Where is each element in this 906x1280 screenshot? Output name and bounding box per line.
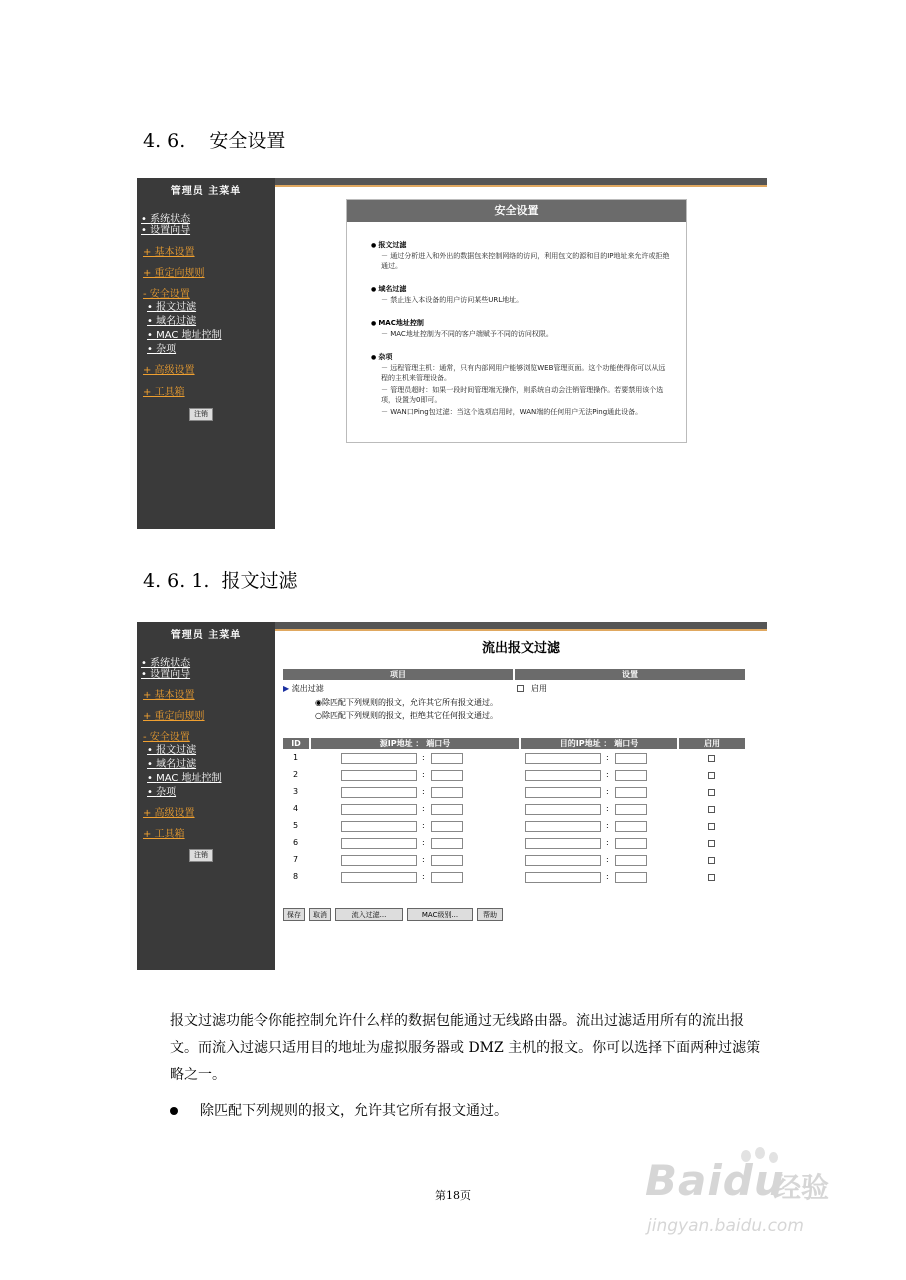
bullet-dot-icon (170, 1107, 178, 1115)
inbound-filter-button[interactable]: 流入过滤... (335, 908, 403, 921)
sidebar (137, 178, 275, 529)
dst-port-input[interactable] (615, 787, 647, 798)
src-port-input[interactable] (431, 821, 463, 832)
sidebar-title: 管理员 主菜单 (170, 186, 242, 197)
body-paragraph: 报文过滤功能令你能控制允许什么样的数据包能通过无线路由器。流出过滤适用所有的流出报文。而流入过滤只适用目的地址为虚拟服务器或 DMZ 主机的报文。你可以选择下面两种过滤策略之一。 (170, 1013, 761, 1083)
sidebar-group-advanced[interactable]: + 高级设置 (143, 365, 195, 376)
panel-item-mac-control: ● MAC地址控制 － MAC地址控制为不同的客户端赋予不同的访问权限。 (371, 318, 671, 339)
dst-port-input[interactable] (615, 804, 647, 815)
sidebar-group-advanced[interactable]: + 高级设置 (143, 808, 195, 819)
sidebar-group-redirect[interactable]: + 重定向规则 (143, 268, 205, 279)
sidebar-item-misc[interactable]: • 杂项 (147, 783, 176, 798)
sidebar-group-security[interactable]: - 安全设置 (143, 732, 190, 743)
colon-separator: : (606, 770, 609, 779)
enable-outbound-checkbox[interactable] (517, 685, 524, 692)
rule-enable-checkbox[interactable] (708, 857, 715, 864)
rule-enable-checkbox[interactable] (708, 806, 715, 813)
radio-empty-icon[interactable]: ○ (315, 711, 322, 720)
security-info-panel (346, 199, 687, 443)
src-port-input[interactable] (431, 872, 463, 883)
sidebar-group-security[interactable]: - 安全设置 (143, 289, 190, 300)
sidebar-group-basic[interactable]: + 基本设置 (143, 690, 195, 701)
colon-separator: : (606, 872, 609, 881)
sidebar-link-status[interactable]: • 系统状态 (141, 210, 190, 225)
src-port-input[interactable] (431, 753, 463, 764)
src-ip-input[interactable] (341, 753, 417, 764)
watermark-cn: 经验 (773, 1171, 830, 1204)
section-title: 安全设置 (209, 130, 286, 152)
rule-enable-checkbox[interactable] (708, 840, 715, 847)
filter-main (275, 631, 767, 970)
rule-enable-checkbox[interactable] (708, 789, 715, 796)
dst-ip-input[interactable] (525, 753, 601, 764)
rule-enable-checkbox[interactable] (708, 772, 715, 779)
src-ip-input[interactable] (341, 872, 417, 883)
mac-level-button[interactable]: MAC级别... (407, 908, 473, 921)
radio-selected-icon[interactable]: ◉ (315, 698, 322, 707)
enable-header: 启用 (679, 738, 745, 749)
outbound-filter-label: 流出过滤 (291, 684, 324, 693)
bullet-item: 除匹配下列规则的报文，允许其它所有报文通过。 (170, 1100, 508, 1120)
dst-ip-input[interactable] (525, 770, 601, 781)
dst-ip-input[interactable] (525, 838, 601, 849)
logout-button[interactable]: 注销 (189, 408, 213, 421)
dst-ip-input[interactable] (525, 804, 601, 815)
filter-title: 流出报文过滤 (481, 641, 560, 656)
page-number: 第18页 (435, 1189, 471, 1202)
col-item-header: 项目 (283, 669, 513, 680)
dst-port-input[interactable] (615, 855, 647, 866)
dst-port-input[interactable] (615, 872, 647, 883)
section-title: 报文过滤 (221, 570, 298, 592)
sidebar-item-packet-filter[interactable]: • 报文过滤 (147, 298, 196, 313)
row-id: 5 (293, 821, 299, 830)
screenshot-outbound-filter (137, 622, 767, 970)
radio-allow-row[interactable]: ◉除匹配下列规则的报文，允许其它所有报文通过。 (315, 698, 498, 707)
dst-port-input[interactable] (615, 821, 647, 832)
dst-ip-input[interactable] (525, 855, 601, 866)
colon-separator: : (422, 770, 425, 779)
sidebar-item-misc[interactable]: • 杂项 (147, 340, 176, 355)
colon-separator: : (606, 787, 609, 796)
sidebar (137, 622, 275, 970)
src-ip-input[interactable] (341, 838, 417, 849)
colon-separator: : (422, 753, 425, 762)
panel-item-packet-filter: ● 报文过滤 － 通过分析进入和外出的数据包来控制网络的访问，利用包文的源和目的IP地址来允许或拒绝通过。 (371, 240, 671, 271)
src-port-input[interactable] (431, 770, 463, 781)
baidu-watermark (645, 1150, 865, 1250)
row-id: 8 (293, 872, 299, 881)
colon-separator: : (606, 821, 609, 830)
row-id: 7 (293, 855, 299, 864)
sidebar-link-wizard[interactable]: • 设置向导 (141, 221, 190, 236)
dst-ip-input[interactable] (525, 787, 601, 798)
colon-separator: : (606, 804, 609, 813)
colon-separator: : (422, 787, 425, 796)
dst-port-input[interactable] (615, 753, 647, 764)
panel-title: 安全设置 (347, 200, 686, 222)
rule-enable-checkbox[interactable] (708, 823, 715, 830)
colon-separator: : (422, 855, 425, 864)
row-id: 2 (293, 770, 299, 779)
sidebar-group-tools[interactable]: + 工具箱 (143, 829, 185, 840)
watermark-brand: Baidu (645, 1156, 785, 1205)
src-ip-input[interactable] (341, 770, 417, 781)
help-button[interactable]: 帮助 (477, 908, 503, 921)
src-port-input[interactable] (431, 787, 463, 798)
src-ip-input[interactable] (341, 804, 417, 815)
col-setting-header: 设置 (515, 669, 745, 680)
panel-item-domain-filter: ● 域名过滤 － 禁止连入本设备的用户访问某些URL地址。 (371, 284, 671, 305)
src-ip-input[interactable] (341, 821, 417, 832)
row-id: 1 (293, 753, 299, 762)
section-number: 4. 6. (143, 130, 186, 152)
logout-button[interactable]: 注销 (189, 849, 213, 862)
dst-ip-input[interactable] (525, 821, 601, 832)
colon-separator: : (422, 872, 425, 881)
sidebar-link-wizard[interactable]: • 设置向导 (141, 665, 190, 680)
src-port-input[interactable] (431, 855, 463, 866)
src-port-input[interactable] (431, 838, 463, 849)
enable-label: 启用 (531, 684, 547, 693)
sidebar-item-mac-control[interactable]: • MAC 地址控制 (147, 326, 222, 341)
colon-separator: : (606, 838, 609, 847)
triangle-right-icon: ▶ (283, 684, 290, 693)
id-header: ID (283, 738, 309, 749)
sidebar-link-status[interactable]: • 系统状态 (141, 654, 190, 669)
screenshot-security-overview (137, 178, 767, 529)
save-button[interactable]: 保存 (283, 908, 305, 921)
sidebar-item-packet-filter[interactable]: • 报文过滤 (147, 741, 196, 756)
dst-header: 目的IP地址 ： 端口号 (521, 738, 677, 749)
sidebar-item-mac-control[interactable]: • MAC 地址控制 (147, 769, 222, 784)
rule-enable-checkbox[interactable] (708, 755, 715, 762)
sidebar-group-tools[interactable]: + 工具箱 (143, 387, 185, 398)
colon-separator: : (422, 804, 425, 813)
outbound-filter-row (283, 683, 324, 694)
watermark-url: jingyan.baidu.com (647, 1216, 804, 1236)
dst-port-input[interactable] (615, 838, 647, 849)
dst-port-input[interactable] (615, 770, 647, 781)
sidebar-item-domain-filter[interactable]: • 域名过滤 (147, 312, 196, 327)
dst-ip-input[interactable] (525, 872, 601, 883)
src-port-input[interactable] (431, 804, 463, 815)
row-id: 6 (293, 838, 299, 847)
src-ip-input[interactable] (341, 787, 417, 798)
sidebar-group-redirect[interactable]: + 重定向规则 (143, 711, 205, 722)
radio-deny-row[interactable]: ○除匹配下列规则的报文，拒绝其它任何报文通过。 (315, 711, 498, 720)
sidebar-item-domain-filter[interactable]: • 域名过滤 (147, 755, 196, 770)
section-heading-security (143, 126, 285, 153)
colon-separator: : (606, 855, 609, 864)
rule-enable-checkbox[interactable] (708, 874, 715, 881)
colon-separator: : (422, 838, 425, 847)
panel-item-misc: ● 杂项 － 远程管理主机：通常，只有内部网用户能够浏览WEB管理页面。这个功能使得你可以从远程的主机来管理设备。 － 管理员超时：如果一段时间管理端无操作，则系统自动会注销管理操作。若要禁用该个选项，设置为0即可。 － WAN口Ping包过滤：当这个选项启用时，WAN端的任何用户无法Ping通此设备。 (371, 352, 671, 417)
row-id: 4 (293, 804, 299, 813)
src-ip-input[interactable] (341, 855, 417, 866)
row-id: 3 (293, 787, 299, 796)
colon-separator: : (422, 821, 425, 830)
src-header: 源IP地址 ： 端口号 (311, 738, 519, 749)
colon-separator: : (606, 753, 609, 762)
section-heading-packet-filter (143, 566, 298, 593)
sidebar-group-basic[interactable]: + 基本设置 (143, 247, 195, 258)
sidebar-title: 管理员 主菜单 (170, 630, 242, 641)
cancel-button[interactable]: 取消 (309, 908, 331, 921)
section-number: 4. 6. 1. (143, 570, 210, 592)
